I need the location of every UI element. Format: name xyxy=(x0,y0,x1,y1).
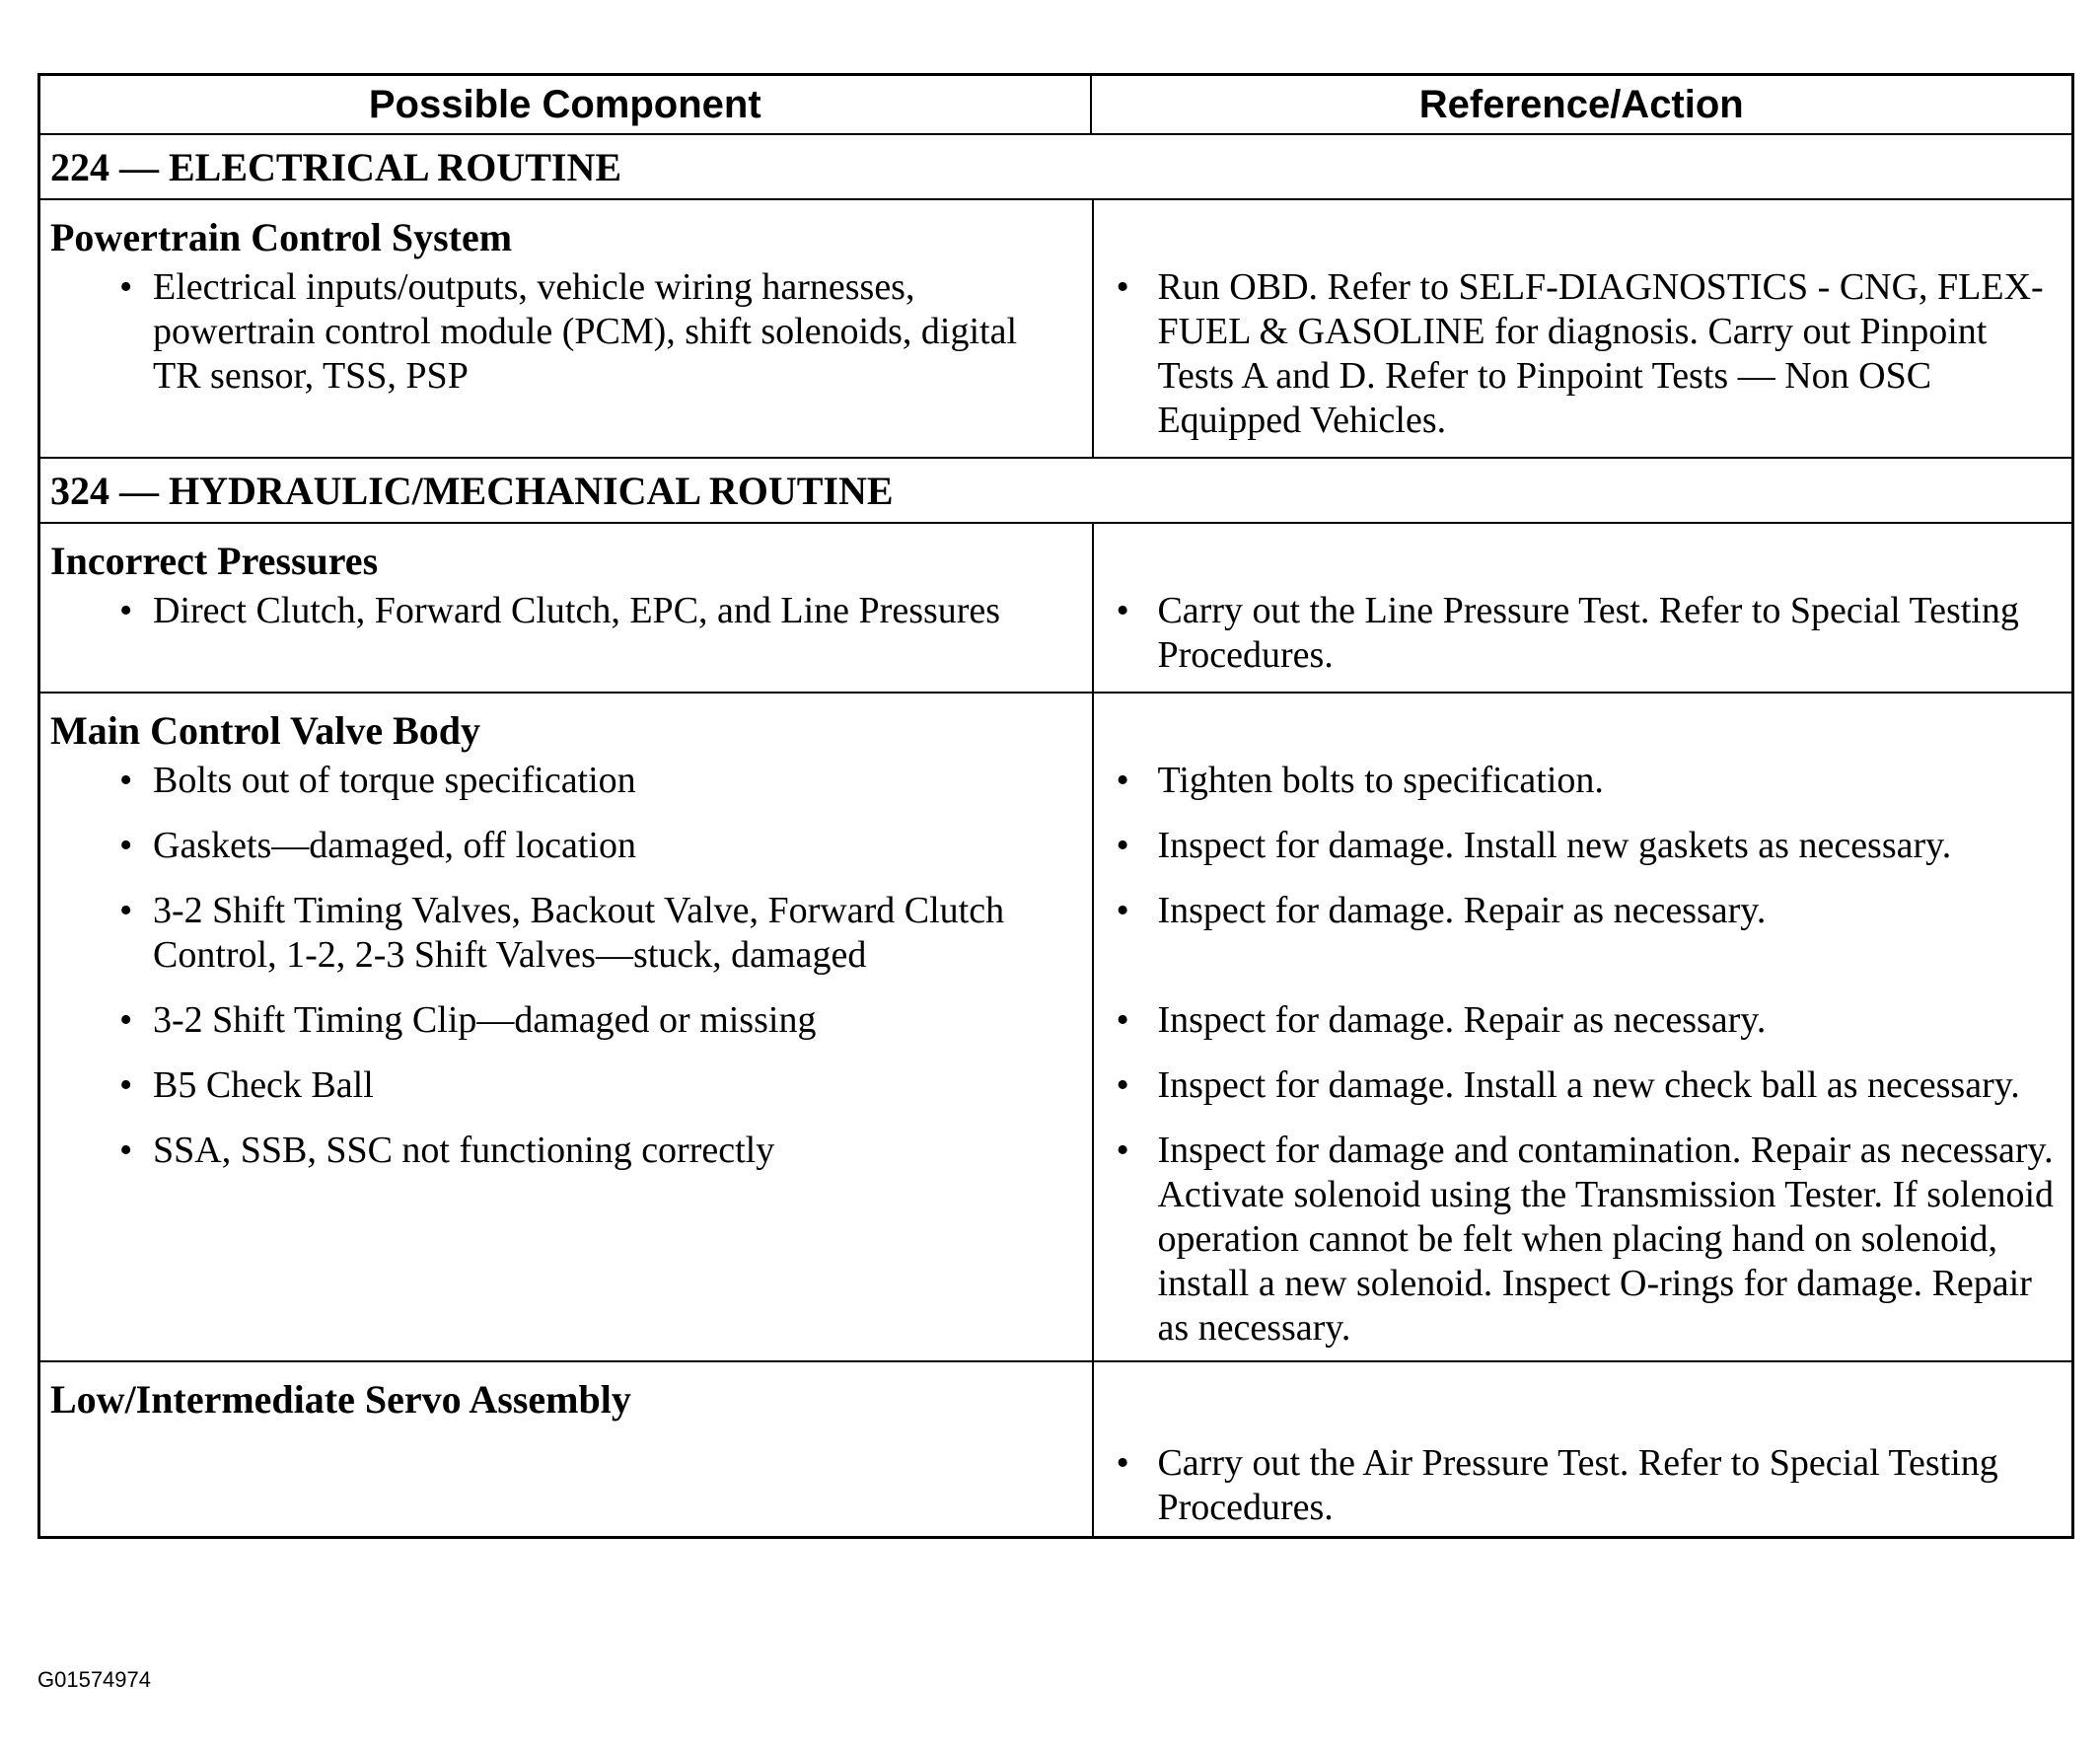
component-cell-empty xyxy=(40,1441,1090,1530)
section-low-intermediate-servo xyxy=(39,1361,2073,1538)
bullet-icon: • xyxy=(1116,760,1129,801)
bullet-icon: • xyxy=(119,825,133,866)
action-item: • Inspect for damage. Repair as necessary. xyxy=(1116,890,1767,931)
component-item: • Bolts out of torque specification xyxy=(119,760,636,801)
bullet-icon: • xyxy=(1116,590,1129,631)
bullet-icon: • xyxy=(119,890,133,931)
bullet-icon: • xyxy=(119,760,133,801)
bullet-icon: • xyxy=(1116,999,1129,1041)
bullet-icon: • xyxy=(119,999,133,1041)
table-row xyxy=(40,589,2071,678)
table-row xyxy=(40,1441,2071,1530)
action-item: • Inspect for damage. Install new gaskets as necessary. xyxy=(1116,825,1952,866)
section-main-control-valve-body xyxy=(39,693,2073,1361)
action-item: • Run OBD. Refer to SELF-DIAGNOSTICS - CNG, FLEX-FUEL & GASOLINE for diagnosis. Carry out Pinpoint Tests A and D. Refer to Pinpoint Tests — Non OSC Equipped Vehicles. xyxy=(1116,266,2044,441)
routine-row xyxy=(39,458,2073,523)
bullet-icon: • xyxy=(1116,1064,1129,1106)
section-title: Incorrect Pressures xyxy=(50,539,379,583)
action-item: • Carry out the Air Pressure Test. Refer to Special Testing Procedures. xyxy=(1116,1442,1998,1528)
bullet-icon: • xyxy=(119,590,133,631)
bullet-icon: • xyxy=(119,1064,133,1106)
component-item: • Direct Clutch, Forward Clutch, EPC, and Line Pressures xyxy=(119,590,1001,631)
component-item: • 3-2 Shift Timing Valves, Backout Valve, Forward Clutch Control, 1-2, 2-3 Shift Valves—stuck, damaged xyxy=(119,890,1005,976)
bullet-icon: • xyxy=(1116,825,1129,866)
table-row xyxy=(40,824,2071,868)
section-powertrain xyxy=(39,199,2073,458)
figure-code: G01574974 xyxy=(37,1667,151,1692)
table-row xyxy=(40,759,2071,803)
component-item: • 3-2 Shift Timing Clip—damaged or missing xyxy=(119,999,817,1041)
table-row xyxy=(40,1129,2071,1351)
component-item: • Electrical inputs/outputs, vehicle wiring harnesses, powertrain control module (PCM), shift solenoids, digital TR sensor, TSS, PSP xyxy=(119,266,1018,397)
component-item: • Gaskets—damaged, off location xyxy=(119,825,636,866)
column-header-action: Reference/Action xyxy=(1091,75,2073,135)
action-item: • Inspect for damage. Install a new check ball as necessary. xyxy=(1116,1064,2020,1106)
table-row xyxy=(40,998,2071,1043)
component-item: • SSA, SSB, SSC not functioning correctly xyxy=(119,1130,775,1171)
section-title: Main Control Valve Body xyxy=(50,708,480,753)
routine-row xyxy=(39,134,2073,199)
routine-224-heading: 224 — ELECTRICAL ROUTINE xyxy=(39,134,2073,199)
bullet-icon: • xyxy=(1116,1442,1129,1484)
bullet-icon: • xyxy=(1116,890,1129,931)
table-row xyxy=(40,265,2071,443)
component-item: • B5 Check Ball xyxy=(119,1064,374,1106)
action-item: • Tighten bolts to specification. xyxy=(1116,760,1604,801)
action-item: • Inspect for damage. Repair as necessary. xyxy=(1116,999,1767,1041)
action-item: • Carry out the Line Pressure Test. Refer to Special Testing Procedures. xyxy=(1116,590,2019,676)
table-row xyxy=(40,1063,2071,1108)
column-header-component: Possible Component xyxy=(39,75,1091,135)
bullet-icon: • xyxy=(119,266,133,308)
routine-324-heading: 324 — HYDRAULIC/MECHANICAL ROUTINE xyxy=(39,458,2073,523)
action-item: • Inspect for damage and contamination. Repair as necessary. Activate solenoid using the Transmission Tester. If solenoid operation cannot be felt when placing hand on solenoid, install a new solenoid. Inspect O-rings for damage. Repair as necessary. xyxy=(1116,1130,2055,1349)
header-row xyxy=(39,75,2073,135)
section-title: Low/Intermediate Servo Assembly xyxy=(50,1377,631,1422)
section-incorrect-pressures xyxy=(39,523,2073,693)
diagnostic-table xyxy=(37,73,2074,1539)
bullet-icon: • xyxy=(1116,266,1129,308)
table-row xyxy=(40,889,2071,978)
bullet-icon: • xyxy=(119,1130,133,1171)
bullet-icon: • xyxy=(1116,1130,1129,1171)
section-title: Powertrain Control System xyxy=(50,215,513,259)
